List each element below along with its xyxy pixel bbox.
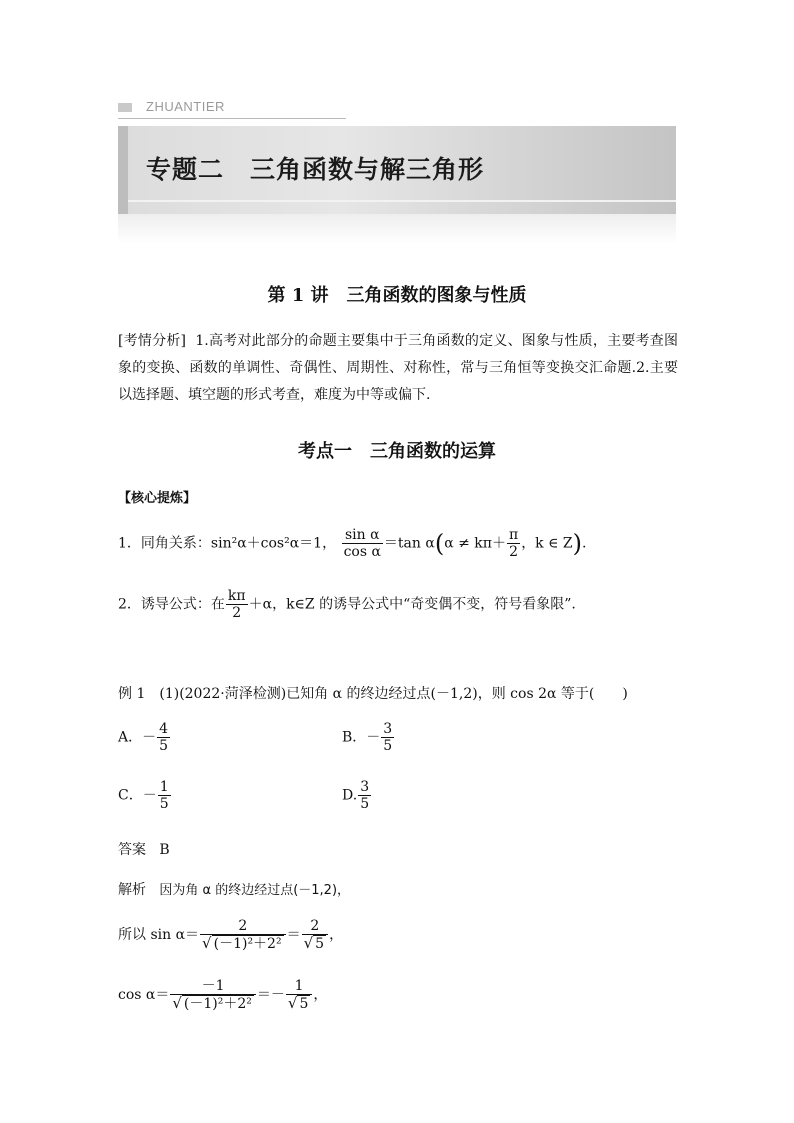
lecture-title: 第 1 讲 三角函数的图象与性质 bbox=[267, 285, 527, 306]
sin-comma: ， bbox=[329, 927, 344, 943]
cos-radicand-2: 5 bbox=[299, 996, 309, 1012]
cos-equals: ＝－ bbox=[256, 987, 285, 1003]
option-a-numerator: 4 bbox=[159, 721, 169, 737]
point-2 bbox=[118, 588, 576, 621]
series-label: ZHUANTIER bbox=[146, 99, 225, 114]
point-2-prefix: 2．诱导公式：在 bbox=[118, 596, 225, 613]
option-c-sign: － bbox=[142, 787, 157, 804]
point-2-tail: ＋α，k∈Z 的诱导公式中“奇变偶不变，符号看象限”. bbox=[248, 596, 576, 613]
cos-fraction-2 bbox=[286, 978, 312, 1012]
option-c-letter: C． bbox=[118, 787, 143, 804]
option-a-denominator: 5 bbox=[159, 738, 169, 754]
sin-equals: ＝ bbox=[286, 927, 301, 943]
option-c bbox=[118, 779, 172, 812]
cos-denominator bbox=[170, 995, 256, 1012]
option-a bbox=[118, 721, 171, 754]
header-rule bbox=[118, 118, 346, 119]
section-title: 考点一 三角函数的运算 bbox=[298, 441, 496, 462]
analysis-text: 1.高考对此部分的命题主要集中于三角函数的定义、图象与性质，主要考查图象的变换、函数的单调性、奇偶性、周期性、对称性，常与三角恒等变换交汇命题.2.主要以选择题、填空题的形式考查，难度为中等或偏下. bbox=[118, 333, 678, 403]
answer-label: 答案 bbox=[118, 842, 146, 858]
option-b-fraction bbox=[381, 721, 394, 754]
option-b-denominator: 5 bbox=[383, 738, 393, 754]
option-b bbox=[342, 721, 395, 754]
sqrt-icon: √ 5 bbox=[303, 934, 325, 952]
answer-line bbox=[118, 839, 170, 859]
option-d bbox=[342, 779, 372, 812]
kpi-numerator: kπ bbox=[227, 588, 246, 604]
option-d-numerator: 3 bbox=[360, 779, 370, 795]
option-c-denominator: 5 bbox=[159, 796, 169, 812]
cos-comma: ， bbox=[313, 987, 328, 1003]
banner-stripe bbox=[128, 200, 676, 202]
cos-numerator: －1 bbox=[170, 978, 256, 995]
analysis-paragraph bbox=[118, 328, 678, 409]
cos-denominator-2 bbox=[286, 995, 312, 1012]
option-a-sign: － bbox=[142, 729, 157, 746]
sin-fraction bbox=[200, 918, 286, 952]
banner-shadow bbox=[118, 214, 676, 244]
cos-formula bbox=[118, 978, 327, 1012]
point-1-identity: sin²α＋cos²α＝1， bbox=[210, 535, 337, 552]
left-paren-icon: ( bbox=[434, 529, 445, 558]
point-1-prefix: 1．同角关系： bbox=[118, 535, 211, 552]
pi-numerator: π bbox=[508, 527, 519, 543]
sqrt-icon: √ (－1)²＋2² bbox=[172, 994, 252, 1012]
topic-title: 专题二 三角函数与解三角形 bbox=[146, 155, 485, 184]
sin-denominator bbox=[200, 935, 286, 952]
sin-numerator-2: 2 bbox=[302, 918, 328, 935]
sqrt-icon: √ (－1)²＋2² bbox=[202, 934, 282, 952]
sin-numerator: 2 bbox=[200, 918, 286, 935]
condition-tail: ，k ∈ Z bbox=[521, 535, 573, 552]
right-paren-icon: ) bbox=[572, 529, 583, 558]
answer-value: B bbox=[159, 842, 170, 858]
cos-fraction bbox=[170, 978, 256, 1012]
option-b-numerator: 3 bbox=[383, 721, 393, 737]
tan-equality: ＝tan α bbox=[383, 535, 435, 552]
option-d-letter: D. bbox=[342, 787, 358, 804]
sin-over-cos-fraction bbox=[342, 527, 383, 560]
sin-radicand-2: 5 bbox=[315, 936, 325, 952]
option-a-letter: A． bbox=[118, 729, 143, 746]
k-pi-over-two-fraction bbox=[226, 588, 248, 621]
cos-numerator-2: 1 bbox=[286, 978, 312, 995]
solution-line bbox=[118, 879, 350, 899]
pi-over-two-fraction bbox=[507, 527, 520, 560]
core-summary-tag: 【核心提炼】 bbox=[118, 491, 197, 506]
fraction-numerator: sin α bbox=[342, 527, 383, 544]
cos-radicand: (－1)²＋2² bbox=[183, 996, 252, 1012]
two-denominator: 2 bbox=[509, 544, 519, 560]
option-a-fraction bbox=[157, 721, 170, 754]
sqrt-icon: √ 5 bbox=[287, 994, 309, 1012]
sin-radicand: (－1)²＋2² bbox=[213, 936, 282, 952]
option-c-fraction bbox=[158, 779, 171, 812]
cos-prefix: cos α＝ bbox=[118, 987, 170, 1003]
solution-label: 解析 bbox=[118, 882, 146, 898]
two-denominator-2: 2 bbox=[232, 605, 242, 621]
condition-text: α ≠ kπ＋ bbox=[444, 535, 506, 552]
option-d-fraction bbox=[358, 779, 371, 812]
sin-fraction-2 bbox=[302, 918, 328, 952]
analysis-label: [考情分析] bbox=[118, 333, 187, 349]
option-b-sign: － bbox=[366, 729, 381, 746]
option-d-denominator: 5 bbox=[360, 796, 370, 812]
sin-prefix: 所以 sin α＝ bbox=[118, 927, 200, 943]
header-mark bbox=[118, 103, 132, 112]
solution-text: 因为角 α 的终边经过点(－1,2)， bbox=[159, 883, 351, 898]
option-c-numerator: 1 bbox=[159, 779, 169, 795]
sin-denominator-2 bbox=[302, 935, 328, 952]
fraction-denominator: cos α bbox=[343, 544, 381, 560]
option-b-letter: B． bbox=[342, 729, 367, 746]
example-stem: 例 1 (1)(2022·菏泽检测)已知角 α 的终边经过点(－1,2)，则 cos 2α 等于( ) bbox=[118, 686, 628, 702]
point-1: 1．同角关系：sin²α＋cos²α＝1， $\frac{\text{sin α}}{\text{cos α}}$ ＝tan α(α ≠ kπ＋ $\frac{\pi}{2}$ ，k ∈ Z). bbox=[118, 527, 587, 560]
banner-edge bbox=[118, 126, 128, 214]
sin-formula bbox=[118, 918, 343, 952]
